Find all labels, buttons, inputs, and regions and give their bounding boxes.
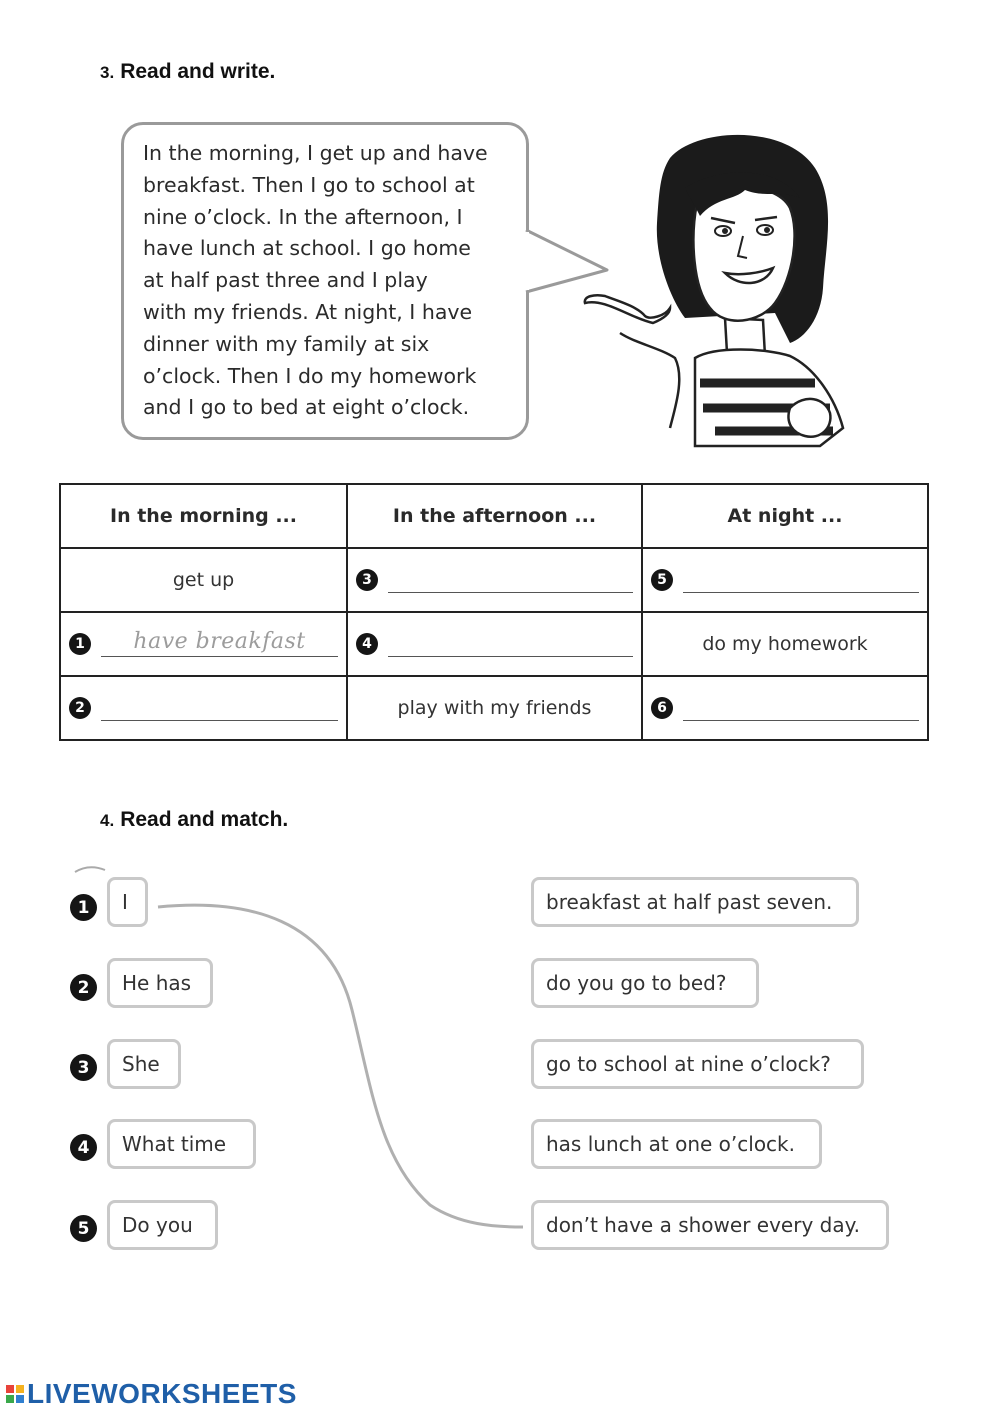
header-morning: In the morning ... <box>60 484 347 548</box>
bubble-line: at half past three and I play <box>143 268 428 293</box>
logo-square <box>6 1395 14 1403</box>
match-right-box[interactable]: don’t have a shower every day. <box>531 1200 889 1250</box>
bubble-line: dinner with my family at six <box>143 331 430 356</box>
bubble-line: with my friends. At night, I have <box>143 299 473 324</box>
logo-square <box>6 1385 14 1393</box>
bubble-line: In the morning, I get up and have <box>143 141 488 165</box>
number-2-icon: 2 <box>69 697 91 719</box>
section-4-title: Read and match. <box>120 808 289 831</box>
header-afternoon: In the afternoon ... <box>347 484 642 548</box>
match-right-box[interactable]: has lunch at one o’clock. <box>531 1119 822 1169</box>
logo-mark-icon <box>6 1385 24 1403</box>
match-number-3-icon: 3 <box>70 1054 97 1081</box>
bubble-line: o’clock. Then I do my homework <box>143 363 477 388</box>
section-3-number: 3. <box>100 63 115 82</box>
match-left-box[interactable]: He has <box>107 958 213 1008</box>
match-left-box[interactable]: Do you <box>107 1200 218 1250</box>
match-number-4-icon: 4 <box>70 1134 97 1161</box>
number-5-icon: 5 <box>651 569 673 591</box>
number-1-icon: 1 <box>69 633 91 655</box>
liveworksheets-logo[interactable] <box>6 1378 297 1410</box>
match-right-box[interactable]: do you go to bed? <box>531 958 759 1008</box>
bubble-line: nine o’clock. In the afternoon, I <box>143 204 463 229</box>
number-6-icon: 6 <box>651 697 673 719</box>
example-answer: have breakfast <box>133 628 306 654</box>
cell-get-up: get up <box>60 548 347 612</box>
header-night: At night ... <box>642 484 928 548</box>
number-4-icon: 4 <box>356 633 378 655</box>
match-right-box[interactable]: breakfast at half past seven. <box>531 877 859 927</box>
bubble-line: breakfast. Then I go to school at <box>143 172 475 197</box>
number-3-icon: 3 <box>356 569 378 591</box>
bubble-line: and I go to bed at eight o’clock. <box>143 395 470 420</box>
logo-square <box>16 1385 24 1393</box>
match-number-5-icon: 5 <box>70 1215 97 1242</box>
brand-name: LIVEWORKSHEETS <box>27 1378 297 1409</box>
cell-play-with-friends: play with my friends <box>347 676 642 740</box>
match-number-1-icon: 1 <box>70 894 97 921</box>
cell-do-my-homework: do my homework <box>642 612 928 676</box>
logo-square <box>16 1395 24 1403</box>
match-left-box[interactable]: I <box>107 877 148 927</box>
bubble-line: have lunch at school. I go home <box>143 236 471 261</box>
match-left-box[interactable]: What time <box>107 1119 256 1169</box>
match-right-box[interactable]: go to school at nine o’clock? <box>531 1039 864 1089</box>
section-3-title: Read and write. <box>120 60 276 83</box>
match-number-2-icon: 2 <box>70 974 97 1001</box>
section-4-number: 4. <box>100 811 115 830</box>
match-left-box[interactable]: She <box>107 1039 181 1089</box>
